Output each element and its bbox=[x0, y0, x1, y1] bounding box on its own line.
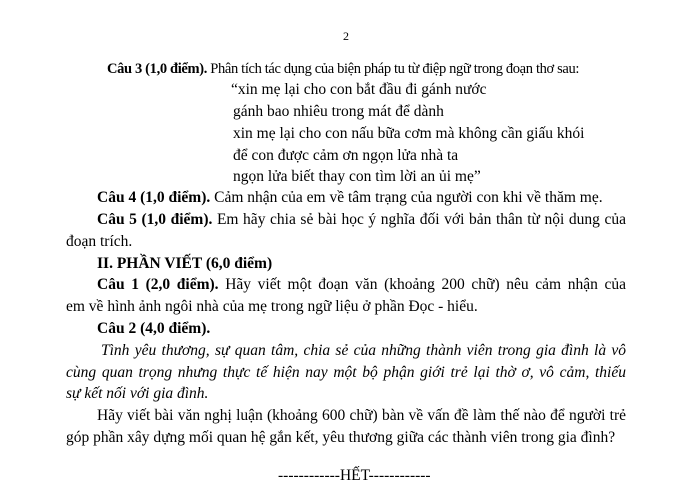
question-3-text: Phân tích tác dụng của biện pháp tu từ điệp ngữ trong đoạn thơ sau: bbox=[210, 61, 580, 77]
question-5-line-1 bbox=[97, 210, 626, 230]
end-marker: ------------HẾT------------ bbox=[278, 467, 431, 484]
question-4 bbox=[97, 188, 603, 208]
poem-line-2: gánh bao nhiêu trong mát để dành bbox=[233, 103, 444, 120]
question-5-label: Câu 5 (1,0 điểm). bbox=[97, 211, 213, 228]
writing-1-line-2: em về hình ảnh ngôi nhà của mẹ trong ngữ liệu ở phần Đọc - hiểu. bbox=[66, 298, 478, 315]
section-2-heading: II. PHẦN VIẾT (6,0 điểm) bbox=[97, 255, 273, 272]
writing-1-line-1 bbox=[97, 275, 626, 295]
question-4-text: Cảm nhận của em về tâm trạng của người con khi về thăm mẹ. bbox=[214, 189, 603, 206]
page-number: 2 bbox=[343, 29, 349, 43]
poem-line-1: “xin mẹ lại cho con bắt đầu đi gánh nước bbox=[231, 81, 487, 98]
poem-line-5: ngọn lửa biết thay con tìm lời an ủi mẹ” bbox=[233, 168, 481, 185]
writing-1-label: Câu 1 (2,0 điểm). bbox=[97, 276, 219, 293]
poem-line-4: để con được cảm ơn ngọn lửa nhà ta bbox=[233, 147, 459, 164]
writing-2-prompt-line-2: cùng quan trọng nhưng thực tế hiện nay một bộ phận giới trẻ lại thờ ơ, vô cảm, thiếu bbox=[66, 364, 626, 381]
writing-1-text-1: Hãy viết một đoạn văn (khoảng 200 chữ) nêu cảm nhận của bbox=[225, 276, 627, 293]
writing-2-task-line-2: góp phần xây dựng mối quan hệ gắn kết, yêu thương giữa các thành viên trong gia đình? bbox=[66, 429, 616, 446]
poem-line-3: xin mẹ lại cho con nấu bữa cơm mà không cần giấu khói bbox=[233, 125, 585, 142]
writing-2-prompt-line-3: sự kết nối với gia đình. bbox=[66, 385, 209, 402]
question-5-text-1: Em hãy chia sẻ bài học ý nghĩa đối với bản thân từ nội dung của bbox=[216, 211, 627, 228]
writing-2-prompt-line-1: Tình yêu thương, sự quan tâm, chia sẻ của những thành viên trong gia đình là vô bbox=[101, 342, 626, 359]
writing-2-label: Câu 2 (4,0 điểm). bbox=[97, 320, 211, 337]
question-3-label: Câu 3 (1,0 điểm). bbox=[107, 61, 207, 77]
question-3 bbox=[107, 59, 579, 79]
writing-2-task-line-1: Hãy viết bài văn nghị luận (khoảng 600 chữ) bàn về vấn đề làm thế nào để người trẻ bbox=[97, 407, 626, 424]
question-5-line-2: đoạn trích. bbox=[66, 233, 133, 250]
question-4-label: Câu 4 (1,0 điểm). bbox=[97, 189, 211, 206]
